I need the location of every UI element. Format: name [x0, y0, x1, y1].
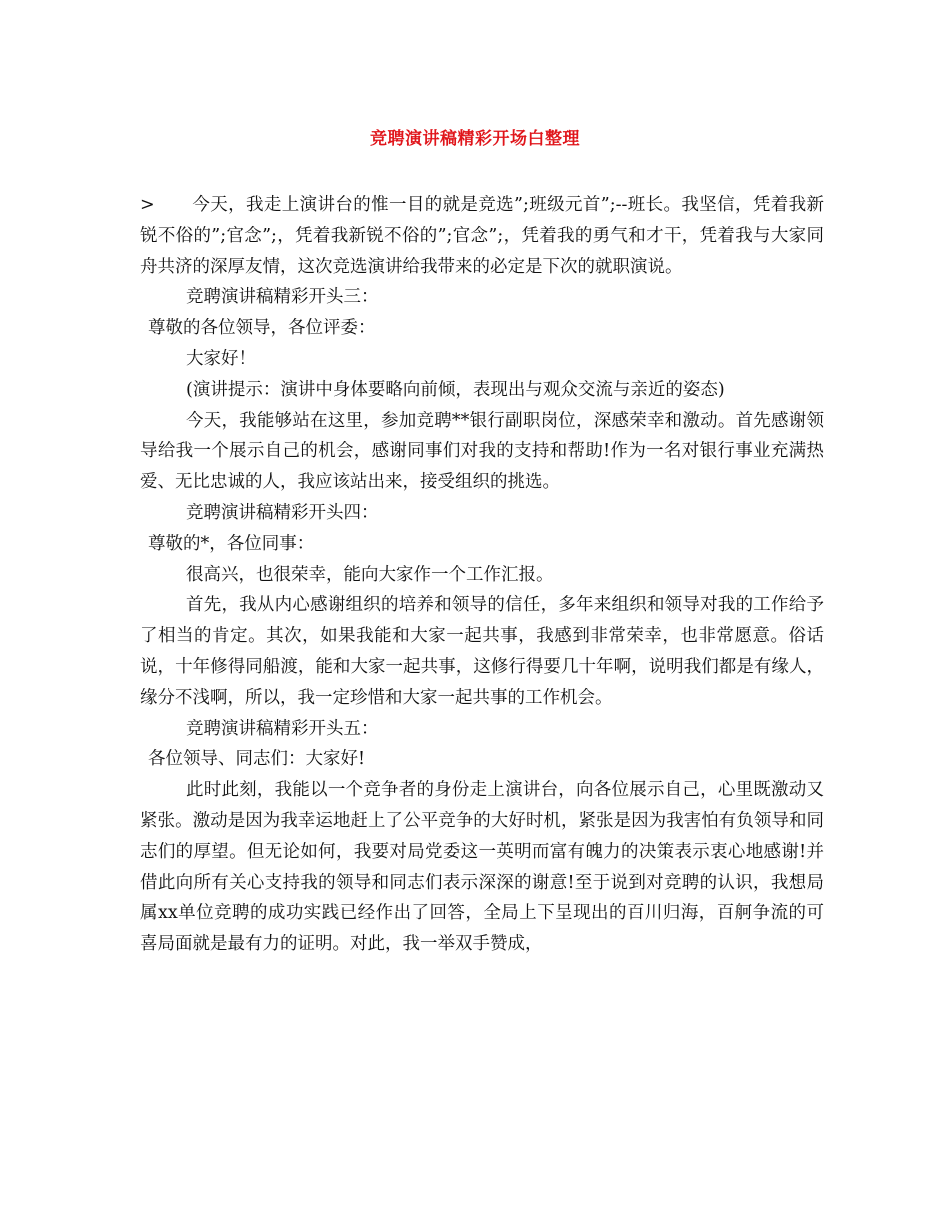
greeting: 很高兴，也很荣幸，能向大家作一个工作汇报。	[186, 564, 554, 585]
document-title: 竞聘演讲稿精彩开场白整理	[370, 129, 580, 149]
document-body	[140, 190, 824, 960]
paragraph-1	[140, 190, 824, 282]
paragraph-body: 首先，我从内心感谢组织的培养和领导的信任，多年来组织和领导对我的工作给予了相当的肯定。其次，如果我能和大家一起共事，我感到非常荣幸，也非常愿意。俗话说，十年修得同船渡，能和大家一起共事，这修行得要几十年啊，说明我们都是有缘人，缘分不浅啊，所以，我一定珍惜和大家一起共事的工作机会。	[140, 595, 824, 708]
salutation: 各位领导、同志们：大家好!	[148, 749, 366, 770]
greeting: 大家好！	[186, 348, 256, 369]
paragraph-body: 今天，我能够站在这里，参加竞聘**银行副职岗位，深感荣幸和激动。首先感谢领导给我一个展示自己的机会，感谢同事们对我的支持和帮助!作为一名对银行事业充满热爱、无比忠诚的人，我应该站出来，接受组织的挑选。	[140, 410, 824, 493]
salutation: 尊敬的各位领导，各位评委：	[148, 318, 376, 339]
speech-tip: (演讲提示：演讲中身体要略向前倾，表现出与观众交流与亲近的姿态)	[186, 379, 725, 400]
section-heading-4: 竞聘演讲稿精彩开头四：	[186, 502, 379, 523]
section-heading-3: 竞聘演讲稿精彩开头三：	[186, 287, 379, 308]
paragraph-body: 此时此刻，我能以一个竞争者的身份走上演讲台，向各位展示自己，心里既激动又紧张。激动是因为我幸运地赶上了公平竞争的大好时机，紧张是因为我害怕有负领导和同志们的厚望。但无论如何，我要对局党委这一英明而富有魄力的决策表示衷心地感谢!并借此向所有关心支持我的领导和同志们表示深深的谢意!至于说到对竞聘的认识，我想局属xx单位竞聘的成功实践已经作出了回答，全局上下呈现出的百川归海，百舸争流的可喜局面就是最有力的证明。对此，我一举双手赞成，	[140, 780, 824, 955]
paragraph-text: 今天，我走上演讲台的惟一目的就是竞选”;班级元首”;--班长。我坚信，凭着我新锐不俗的”;官念”;，凭着我新锐不俗的”;官念”;，凭着我的勇气和才干，凭着我与大家同舟共济的深厚友情，这次竞选演讲给我带来的必定是下次的就职演说。	[140, 195, 824, 277]
salutation: 尊敬的*，各位同事：	[148, 533, 315, 554]
section-heading-5: 竞聘演讲稿精彩开头五：	[186, 718, 379, 739]
quote-marker: >	[140, 195, 155, 215]
